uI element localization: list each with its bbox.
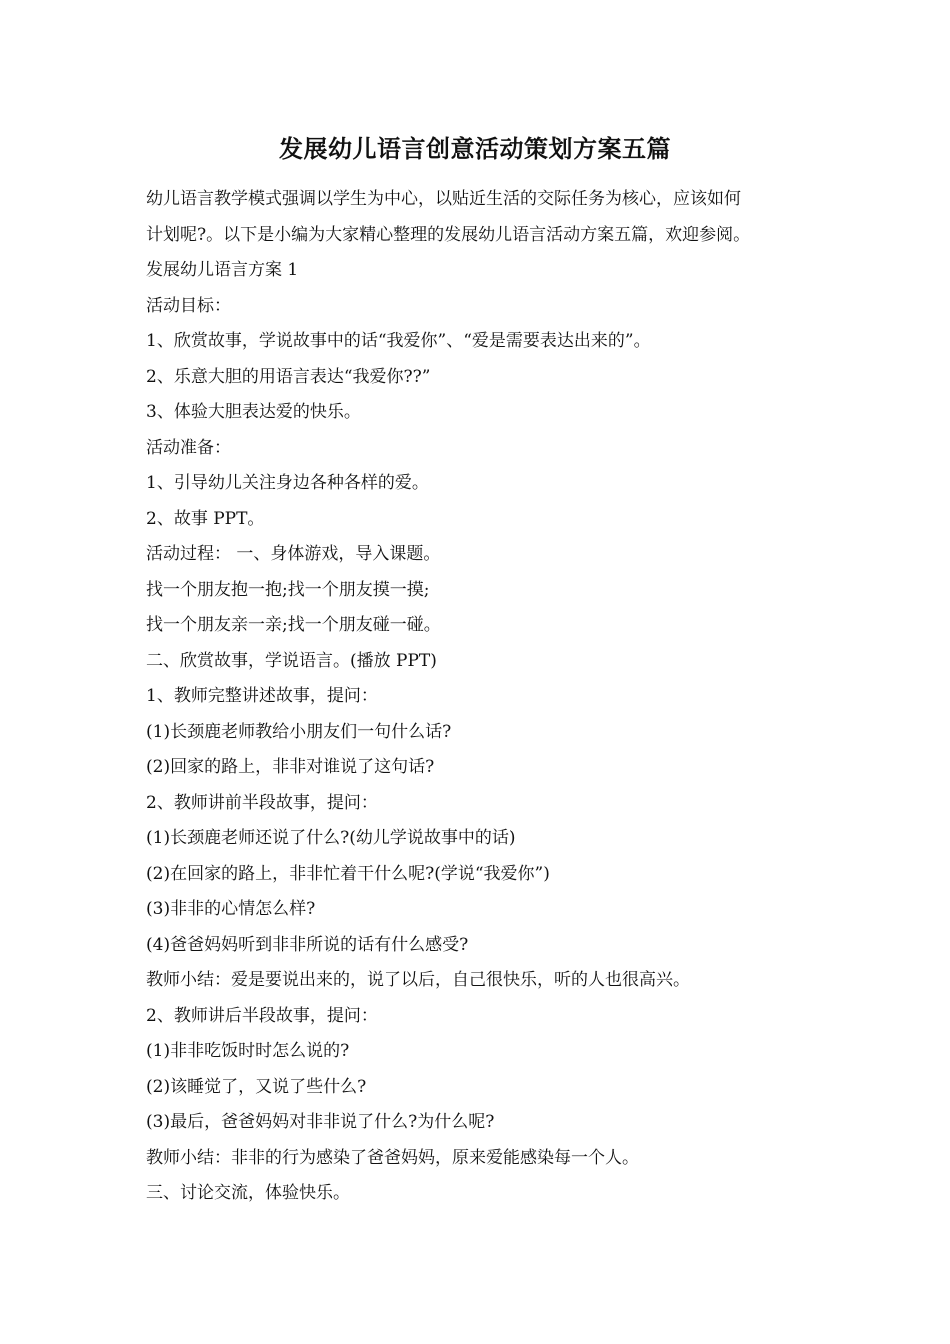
text-line: 活动准备： xyxy=(146,437,231,458)
text-line: 计划呢?。以下是小编为大家精心整理的发展幼儿语言活动方案五篇，欢迎参阅。 xyxy=(146,224,751,245)
text-line: 2、教师讲后半段故事，提问： xyxy=(146,1005,378,1026)
text-line: 1、引导幼儿关注身边各种各样的爱。 xyxy=(146,473,429,493)
text-line: 找一个朋友抱一抱;找一个朋友摸一摸; xyxy=(146,579,430,600)
text-line: 3、体验大胆表达爱的快乐。 xyxy=(146,402,361,422)
document-title: 发展幼儿语言创意活动策划方案五篇 xyxy=(279,134,671,163)
text-line: 2、乐意大胆的用语言表达“我爱你??” xyxy=(146,366,431,387)
text-line: 找一个朋友亲一亲;找一个朋友碰一碰。 xyxy=(146,615,441,635)
text-line: (3)最后，爸爸妈妈对非非说了什么?为什么呢? xyxy=(146,1112,495,1132)
text-line: 2、故事 PPT。 xyxy=(146,508,265,529)
text-line: 三、讨论交流，体验快乐。 xyxy=(146,1183,350,1203)
text-line: (1)长颈鹿老师教给小朋友们一句什么话? xyxy=(146,721,452,742)
document-body xyxy=(146,182,814,1212)
text-line: 幼儿语言教学模式强调以学生为中心，以贴近生活的交际任务为核心，应该如何 xyxy=(146,189,741,209)
text-line: (2)该睡觉了，又说了些什么? xyxy=(146,1076,367,1097)
text-line: (2)在回家的路上，非非忙着干什么呢?(学说“我爱你”) xyxy=(146,863,550,884)
text-line: (1)长颈鹿老师还说了什么?(幼儿学说故事中的话) xyxy=(146,828,516,848)
text-line: 二、欣赏故事，学说语言。(播放 PPT) xyxy=(146,650,437,671)
text-line: 1、教师完整讲述故事，提问： xyxy=(146,686,378,706)
text-line: 1、欣赏故事，学说故事中的话“我爱你”、“爱是需要表达出来的”。 xyxy=(146,331,651,351)
text-line: 教师小结：爱是要说出来的，说了以后，自己很快乐，听的人也很高兴。 xyxy=(146,970,690,990)
text-line: 活动目标： xyxy=(146,295,231,316)
text-line: (4)爸爸妈妈听到非非所说的话有什么感受? xyxy=(146,934,469,955)
text-line: (3)非非的心情怎么样? xyxy=(146,899,316,919)
text-line: (2)回家的路上，非非对谁说了这句话? xyxy=(146,757,435,777)
text-line: 2、教师讲前半段故事，提问： xyxy=(146,792,378,813)
text-line: (1)非非吃饭时时怎么说的? xyxy=(146,1041,350,1061)
text-line: 活动过程： 一、身体游戏，导入课题。 xyxy=(146,544,441,564)
text-line: 发展幼儿语言方案 1 xyxy=(146,260,299,280)
text-line: 教师小结：非非的行为感染了爸爸妈妈，原来爱能感染每一个人。 xyxy=(146,1147,639,1168)
